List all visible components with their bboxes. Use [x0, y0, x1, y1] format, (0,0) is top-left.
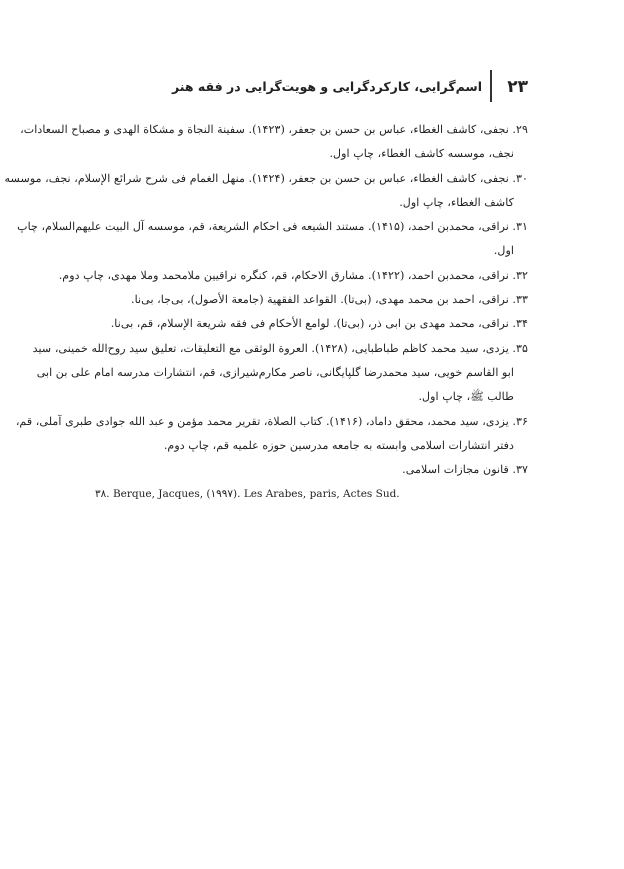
header-divider: [490, 70, 492, 102]
reference-item: [17, 215, 528, 264]
reference-line: ۳۴. نراقی، محمد مهدی بن ابی ذر، (بی‌تا). لوامع الأحکام فی فقه شریعة الإسلام، قم، بی‌نا.: [110, 317, 528, 331]
reference-line: ۲۹. نجفی، کاشف الغطاء، عباس بن حسن بن جعفر، (۱۴۲۳). سفینة النجاة و مشکاة الهدی و مصباح السعادات،: [20, 123, 528, 136]
reference-line: ۳۵. یزدی، سید محمد کاظم طباطبایی، (۱۴۲۸). العروة الوثقی مع التعلیقات، تعلیق سید روح‌الله خمینی، سید: [32, 341, 528, 355]
reference-item: [15, 410, 528, 459]
reference-line: ۳۲. نراقی، محمدبن احمد، (۱۴۲۲). مشارق الاحکام، قم، کنگره نراقیین ملامحمد وملا مهدی، چاپ دوم.: [58, 268, 528, 282]
reference-line: ۳۳. نراقی، احمد بن محمد مهدی، (بی‌تا). القواعد الفقهیة (جامعة الأصول)، بی‌جا، بی‌نا.: [131, 293, 528, 307]
reference-line: ۳۶. یزدی، سید محمد، محقق داماد، (۱۴۱۶). کتاب الصلاة، تقریر محمد مؤمن و عبد الله جوادی طبری آملی، قم،: [15, 414, 528, 428]
reference-list: [4, 118, 528, 507]
running-title: اسم‌گرایی، کارکردگرایی و هویت‌گرایی در فقه هنر: [172, 79, 482, 94]
reference-line-continued: دفتر انتشارات اسلامی وابسته به جامعه مدرسین حوزه علمیه قم، چاپ دوم.: [163, 438, 514, 452]
reference-item: [95, 288, 528, 312]
page-header: [100, 76, 528, 102]
reference-line: ۳۰. نجفی، کاشف الغطاء، عباس بن حسن بن جعفر، (۱۴۲۴). منهل الغمام فی شرح شرائع الإسلام، نجف، موسسه: [4, 171, 528, 185]
reference-line-continued: طالب ﷺ، چاپ اول.: [418, 390, 514, 404]
reference-item: [58, 264, 528, 288]
reference-line: ۳۱. نراقی، محمدبن احمد، (۱۴۱۵). مستند الشیعه فی احکام الشریعة، قم، موسسه آل البیت علیهم‌السلام، چاپ: [17, 220, 528, 234]
reference-item: [32, 337, 528, 410]
reference-item: [20, 118, 528, 167]
reference-item: [4, 167, 528, 216]
reference-item-latin: ۳۸. Berque, Jacques, (۱۹۹۷). Les Arabes, paris, Actes Sud.: [95, 488, 400, 501]
reference-line: ۳۷. قانون مجازات اسلامی.: [402, 463, 528, 477]
page-number: ۲۳: [507, 77, 528, 97]
reference-item: [95, 312, 528, 336]
reference-item: [95, 458, 528, 482]
reference-line-continued: ابو القاسم خویی، سید محمدرضا گلپایگانی، ناصر مکارم‌شیرازی، قم، انتشارات مدرسه امام علی بن ابی: [36, 365, 514, 379]
reference-line-continued: نجف، موسسه کاشف الغطاء، چاپ اول.: [329, 147, 514, 161]
reference-line-continued: اول.: [493, 244, 514, 258]
reference-line-continued: کاشف الغطاء، چاپ اول.: [399, 195, 514, 209]
